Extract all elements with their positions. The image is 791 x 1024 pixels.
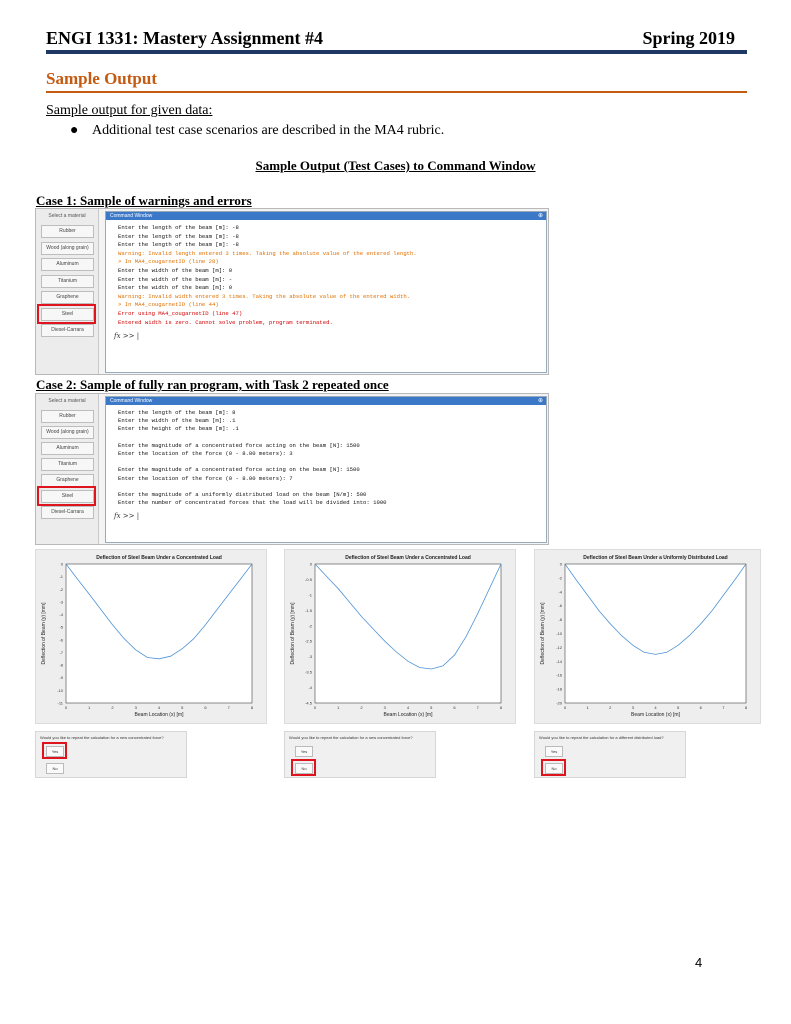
command-output-line: > In MA4_cougarnetID (line 44) — [118, 301, 219, 309]
command-window-titlebar — [106, 397, 546, 405]
case2-command-window — [105, 396, 547, 543]
y-tick-label: 0 — [309, 561, 312, 567]
x-tick-label: 2 — [360, 705, 363, 710]
document-title: ENGI 1331: Mastery Assignment #4 — [46, 28, 323, 48]
command-output-line: Enter the location of the force (0 - 8.00 meters): 3 — [118, 450, 293, 457]
deflection-plot-1 — [35, 549, 267, 724]
y-tick-label: -12 — [556, 644, 562, 650]
x-tick-label: 0 — [563, 705, 567, 710]
no-button[interactable]: No — [545, 763, 563, 774]
selected-highlight — [37, 304, 96, 324]
x-tick-label: 5 — [181, 705, 184, 710]
y-tick-label: 0 — [559, 561, 562, 567]
repeat-dialog-3 — [534, 731, 686, 778]
command-output-line: Entered width is zero. Cannot solve problem, program terminated. — [118, 318, 333, 326]
x-tick-label: 7 — [476, 705, 479, 710]
y-tick-label: -11 — [57, 700, 63, 706]
x-tick-label: 6 — [453, 705, 456, 710]
x-axis-label: Beam Location (x) [m] — [383, 712, 433, 718]
command-output-line: Error using MA4_cougarnetID (line 47) — [118, 310, 243, 317]
case2-title: Case 2: Sample of fully ran program, with Task 2 repeated once — [36, 377, 389, 392]
y-axis-label: Deflection of Beam (y) [mm] — [540, 602, 546, 665]
center-heading: Sample Output (Test Cases) to Command Window — [255, 158, 536, 173]
x-tick-label: 1 — [337, 705, 340, 710]
no-button[interactable]: No — [295, 763, 313, 774]
material-button[interactable]: Steel — [41, 490, 94, 503]
x-tick-label: 0 — [313, 705, 317, 710]
header-rule — [46, 50, 747, 54]
selected-highlight — [42, 742, 67, 759]
command-output-line: Enter the magnitude of a uniformly distributed load on the beam [N/m]: 500 — [118, 491, 367, 498]
chart-title: Deflection of Steel Beam Under a Concentrated Load — [96, 555, 222, 561]
y-tick-label: -18 — [556, 686, 562, 692]
deflection-plot-2 — [284, 549, 516, 724]
y-tick-label: -4 — [558, 589, 562, 595]
x-tick-label: 3 — [383, 705, 386, 710]
y-tick-label: -2.5 — [305, 638, 312, 644]
repeat-dialog-1 — [35, 731, 187, 778]
menu-title: Select a material — [48, 213, 86, 219]
material-button[interactable]: Graphene — [41, 474, 94, 487]
command-output-line: Enter the width of the beam [m]: - — [118, 275, 233, 283]
command-output-line: Enter the width of the beam [m]: 0 — [118, 284, 233, 292]
command-output-line: Enter the magnitude of a concentrated force acting on the beam [N]: 1500 — [118, 441, 360, 449]
y-tick-label: -20 — [556, 700, 562, 706]
section-title: Sample Output — [46, 69, 157, 88]
x-axis-label: Beam Location (x) [m] — [134, 712, 184, 718]
yes-button[interactable]: Yes — [46, 746, 64, 757]
y-tick-label: -3.5 — [305, 669, 312, 675]
command-output-line: Enter the location of the force (0 - 8.00 meters): 7 — [118, 474, 293, 482]
x-tick-label: 4 — [157, 705, 161, 710]
y-tick-label: -14 — [556, 658, 562, 664]
y-axis-label: Deflection of Beam (y) [mm] — [41, 602, 47, 665]
x-tick-label: 0 — [64, 705, 68, 710]
y-tick-label: -4 — [308, 685, 312, 691]
case2-matlab-screenshot — [35, 393, 549, 545]
selected-highlight — [291, 759, 316, 776]
chart-svg — [36, 550, 266, 723]
case2-material-menu — [36, 394, 99, 544]
plot-area — [315, 564, 501, 703]
material-button[interactable]: Titanium — [41, 458, 94, 471]
material-button[interactable]: Diesel-Carrara — [41, 324, 94, 337]
case1-matlab-screenshot — [35, 208, 549, 375]
document-term: Spring 2019 — [642, 28, 735, 48]
y-tick-label: -9 — [59, 675, 63, 681]
command-output-line: Warning: Invalid width entered 3 times. Taking the absolute value of the entered width. — [118, 292, 411, 300]
x-tick-label: 8 — [250, 705, 254, 710]
y-tick-label: -1 — [59, 574, 63, 580]
material-button[interactable]: Aluminum — [41, 442, 94, 455]
x-tick-label: 4 — [406, 705, 410, 710]
material-button[interactable]: Diesel-Carrara — [41, 506, 94, 519]
bullet-item — [70, 123, 444, 139]
yes-button[interactable]: Yes — [295, 746, 313, 757]
command-output-line: Enter the magnitude of a concentrated force acting on the beam [N]: 1500 — [118, 466, 360, 474]
x-tick-label: 7 — [722, 705, 725, 710]
intro-text: Sample output for given data: — [46, 103, 213, 118]
section-rule — [46, 91, 747, 93]
command-window-title: Command Window — [110, 398, 153, 404]
case1-title: Case 1: Sample of warnings and errors — [36, 193, 252, 208]
material-button[interactable]: Steel — [41, 308, 94, 321]
x-tick-label: 2 — [111, 705, 114, 710]
material-button[interactable]: Graphene — [41, 291, 94, 304]
no-button[interactable]: No — [46, 763, 64, 774]
command-output-line: Enter the width of the beam [m]: .1 — [118, 417, 236, 425]
material-button[interactable]: Titanium — [41, 275, 94, 288]
bullet-icon: ● — [70, 123, 79, 138]
page-number: 4 — [695, 955, 703, 970]
x-tick-label: 1 — [88, 705, 91, 710]
y-tick-label: -1 — [308, 592, 312, 598]
x-tick-label: 5 — [677, 705, 680, 710]
yes-button[interactable]: Yes — [545, 746, 563, 757]
y-tick-label: -10 — [556, 631, 562, 636]
dialog-question: Would you like to repeat the calculation for a new concentrated force? — [40, 735, 164, 740]
x-tick-label: 8 — [744, 705, 748, 710]
material-button[interactable]: Rubber — [41, 410, 94, 423]
y-tick-label: -10 — [57, 687, 63, 693]
y-axis-label: Deflection of Beam (y) [mm] — [290, 602, 296, 665]
y-tick-label: -2 — [308, 623, 312, 629]
y-tick-label: -2 — [59, 586, 63, 592]
x-axis-label: Beam Location (x) [m] — [631, 712, 680, 718]
x-tick-label: 1 — [586, 705, 589, 710]
dialog-question: Would you like to repeat the calculation for a different distributed load? — [539, 735, 664, 740]
x-tick-label: 3 — [134, 705, 137, 710]
command-window-titlebar — [106, 212, 546, 220]
y-tick-label: -3 — [308, 654, 312, 660]
plot-area — [565, 564, 746, 703]
command-output-line: Enter the length of the beam [m]: 8 — [118, 409, 236, 416]
material-button[interactable]: Wood (along grain) — [41, 242, 94, 255]
command-prompt[interactable]: fx >> | — [114, 512, 140, 520]
selected-highlight — [541, 759, 566, 776]
y-tick-label: -5 — [59, 624, 63, 630]
x-tick-label: 6 — [204, 705, 207, 710]
command-output-line: Enter the width of the beam [m]: 0 — [118, 267, 233, 274]
plot-area — [66, 564, 252, 703]
x-tick-label: 6 — [699, 705, 702, 710]
window-menu-icon[interactable]: ⊕ — [537, 398, 543, 404]
repeat-dialog-2 — [284, 731, 436, 778]
material-button[interactable]: Wood (along grain) — [41, 426, 94, 439]
y-tick-label: -3 — [59, 599, 63, 605]
material-button[interactable]: Rubber — [41, 225, 94, 238]
window-menu-icon[interactable]: ⊕ — [537, 213, 543, 219]
command-output-line: Enter the length of the beam [m]: -8 — [118, 224, 239, 231]
command-output-line: Enter the number of concentrated forces that the load will be divided into: 1000 — [118, 499, 387, 507]
x-tick-label: 7 — [227, 705, 230, 710]
y-tick-label: -1.5 — [305, 607, 312, 613]
command-window-title: Command Window — [110, 213, 153, 219]
y-tick-label: -6 — [558, 603, 562, 609]
command-output-line: Warning: Invalid length entered 3 times. Taking the absolute value of the entered length. — [118, 249, 417, 257]
y-tick-label: -8 — [59, 662, 63, 668]
y-tick-label: -7 — [59, 649, 63, 655]
selected-highlight — [37, 486, 96, 506]
x-tick-label: 4 — [654, 705, 657, 710]
case1-material-menu — [36, 209, 99, 374]
command-output-line: > In MA4_cougarnetID (line 28) — [118, 258, 219, 266]
y-tick-label: -0.5 — [305, 576, 312, 582]
chart-svg — [285, 550, 515, 723]
material-button[interactable]: Aluminum — [41, 258, 94, 271]
case1-command-window — [105, 211, 547, 373]
y-tick-label: -4.5 — [305, 700, 312, 706]
chart-title: Deflection of Steel Beam Under a Uniformly Distributed Load — [583, 555, 728, 561]
y-tick-label: 0 — [60, 561, 63, 567]
bullet-text: Additional test case scenarios are described in the MA4 rubric. — [92, 123, 445, 138]
command-output-line: Enter the length of the beam [m]: -8 — [118, 232, 239, 240]
chart-title: Deflection of Steel Beam Under a Concentrated Load — [345, 555, 471, 561]
y-tick-label: -16 — [556, 672, 562, 678]
x-tick-label: 2 — [609, 705, 612, 710]
menu-title: Select a material — [48, 398, 86, 404]
y-tick-label: -8 — [558, 617, 562, 623]
x-tick-label: 5 — [430, 705, 433, 710]
command-output-line: Enter the height of the beam [m]: .1 — [118, 425, 239, 433]
command-output-line: Enter the length of the beam [m]: -8 — [118, 241, 239, 249]
dialog-question: Would you like to repeat the calculation for a new concentrated force? — [289, 735, 413, 740]
chart-svg — [535, 550, 760, 723]
x-tick-label: 8 — [499, 705, 503, 710]
x-tick-label: 3 — [631, 705, 634, 710]
y-tick-label: -6 — [59, 637, 63, 643]
deflection-plot-3 — [534, 549, 761, 724]
command-prompt[interactable]: fx >> | — [114, 332, 140, 340]
y-tick-label: -2 — [558, 575, 562, 581]
y-tick-label: -4 — [59, 612, 63, 618]
